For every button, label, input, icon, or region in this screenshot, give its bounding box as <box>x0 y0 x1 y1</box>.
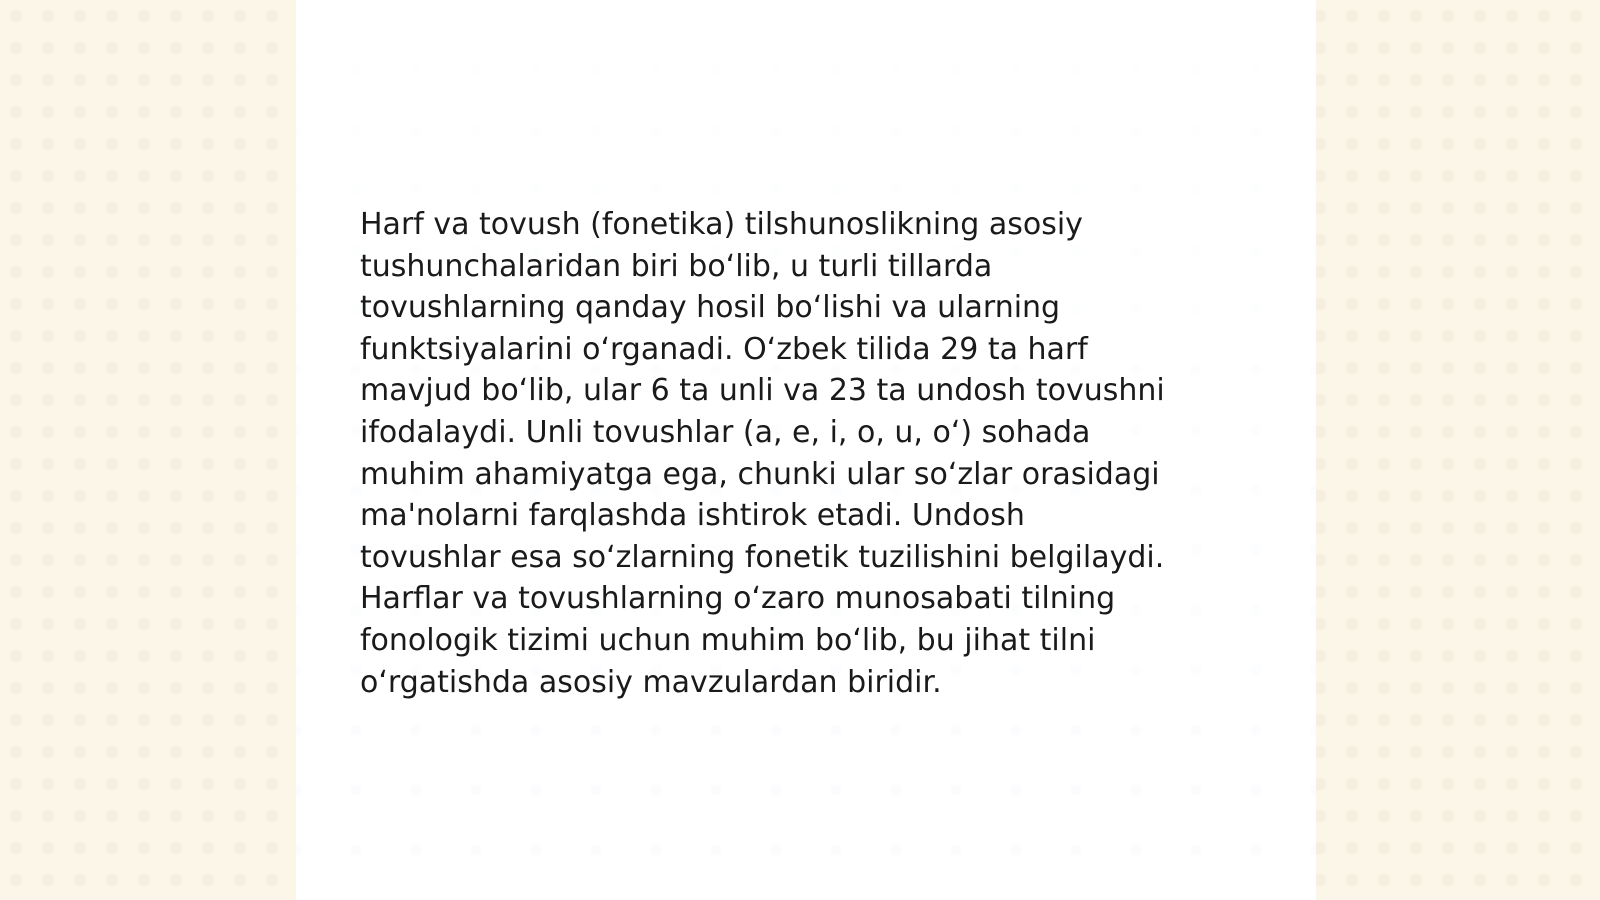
slide <box>296 0 1316 900</box>
slide-body-text: Harf va tovush (fonetika) tilshunoslikning asosiy tushunchalaridan biri bo‘lib, u turli tillarda tovushlarning qanday hosil bo‘lishi va ularning funktsiyalarini o‘rganadi. O‘zbek tilida 29 ta harf mavjud bo‘lib, ular 6 ta unli va 23 ta undosh tovushni ifodalaydi. Unli tovushlar (a, e, i, o, u, o‘) sohada muhim ahamiyatga ega, chunki ular so‘zlar orasidagi ma'nolarni farqlashda ishtirok etadi. Undosh tovushlar esa so‘zlarning fonetik tuzilishini belgilaydi. Harflar va tovushlarning o‘zaro munosabati tilning fonologik tizimi uchun muhim bo‘lib, bu jihat tilni o‘rgatishda asosiy mavzulardan biridir. <box>360 207 1165 700</box>
right-background-panel <box>1304 0 1600 900</box>
left-background-panel <box>0 0 296 900</box>
slide-content <box>296 0 1316 900</box>
